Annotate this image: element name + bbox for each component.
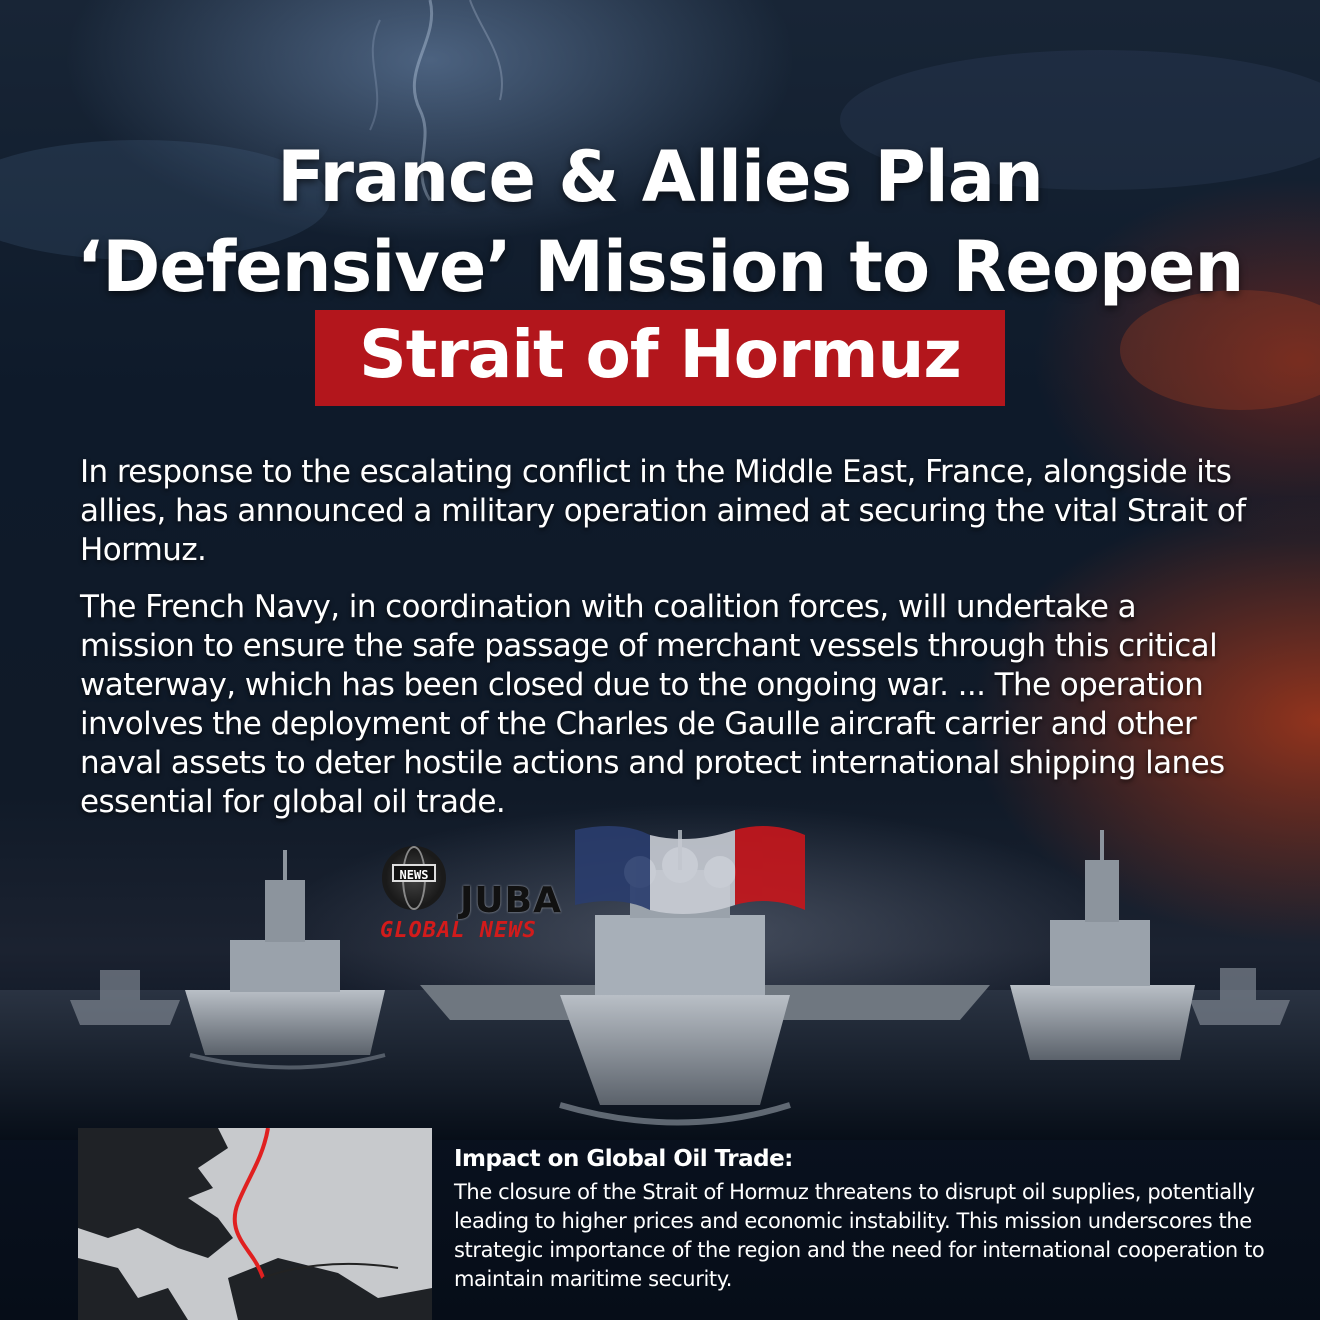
french-flag	[575, 826, 805, 914]
headline-line-2: ‘Defensive’ Mission to Reopen	[76, 226, 1244, 308]
news-badge: NEWS	[392, 864, 436, 882]
juba-global-news-logo	[378, 842, 562, 952]
impact-text: The closure of the Strait of Hormuz threatens to disrupt oil supplies, potentially leading to higher prices and economic instability. This mission underscores the strategic importance of the region and the need for international cooperation to maintain maritime security.	[454, 1180, 1265, 1291]
route-map-icon	[78, 1128, 432, 1320]
naval-fleet-illustration	[0, 820, 1320, 1140]
impact-title: Impact on Global Oil Trade:	[454, 1146, 793, 1172]
body-paragraph-1: In response to the escalating conflict in the Middle East, France, alongside its allies, has announced a military operation aimed at securing the vital Strait of Hormuz.	[80, 454, 1246, 568]
headline-line-1: France & Allies Plan	[277, 136, 1043, 218]
ship-left	[185, 850, 385, 1055]
logo-name: JUBA	[460, 880, 562, 921]
ship-right	[1010, 830, 1195, 1060]
body-paragraph-2: The French Navy, in coordination with coalition forces, will undertake a mission to ensure the safe passage of merchant vessels through this critical waterway, which has been closed due to the ongoing war. ... The operation involves the deployment of the Charles de Gaulle aircraft carrier and other naval assets to deter hostile actions and protect international shipping lanes essential for global oil trade.	[80, 589, 1225, 820]
headline-highlight: Strait of Hormuz	[359, 316, 961, 393]
logo-subtitle: GLOBAL NEWS	[380, 918, 537, 943]
